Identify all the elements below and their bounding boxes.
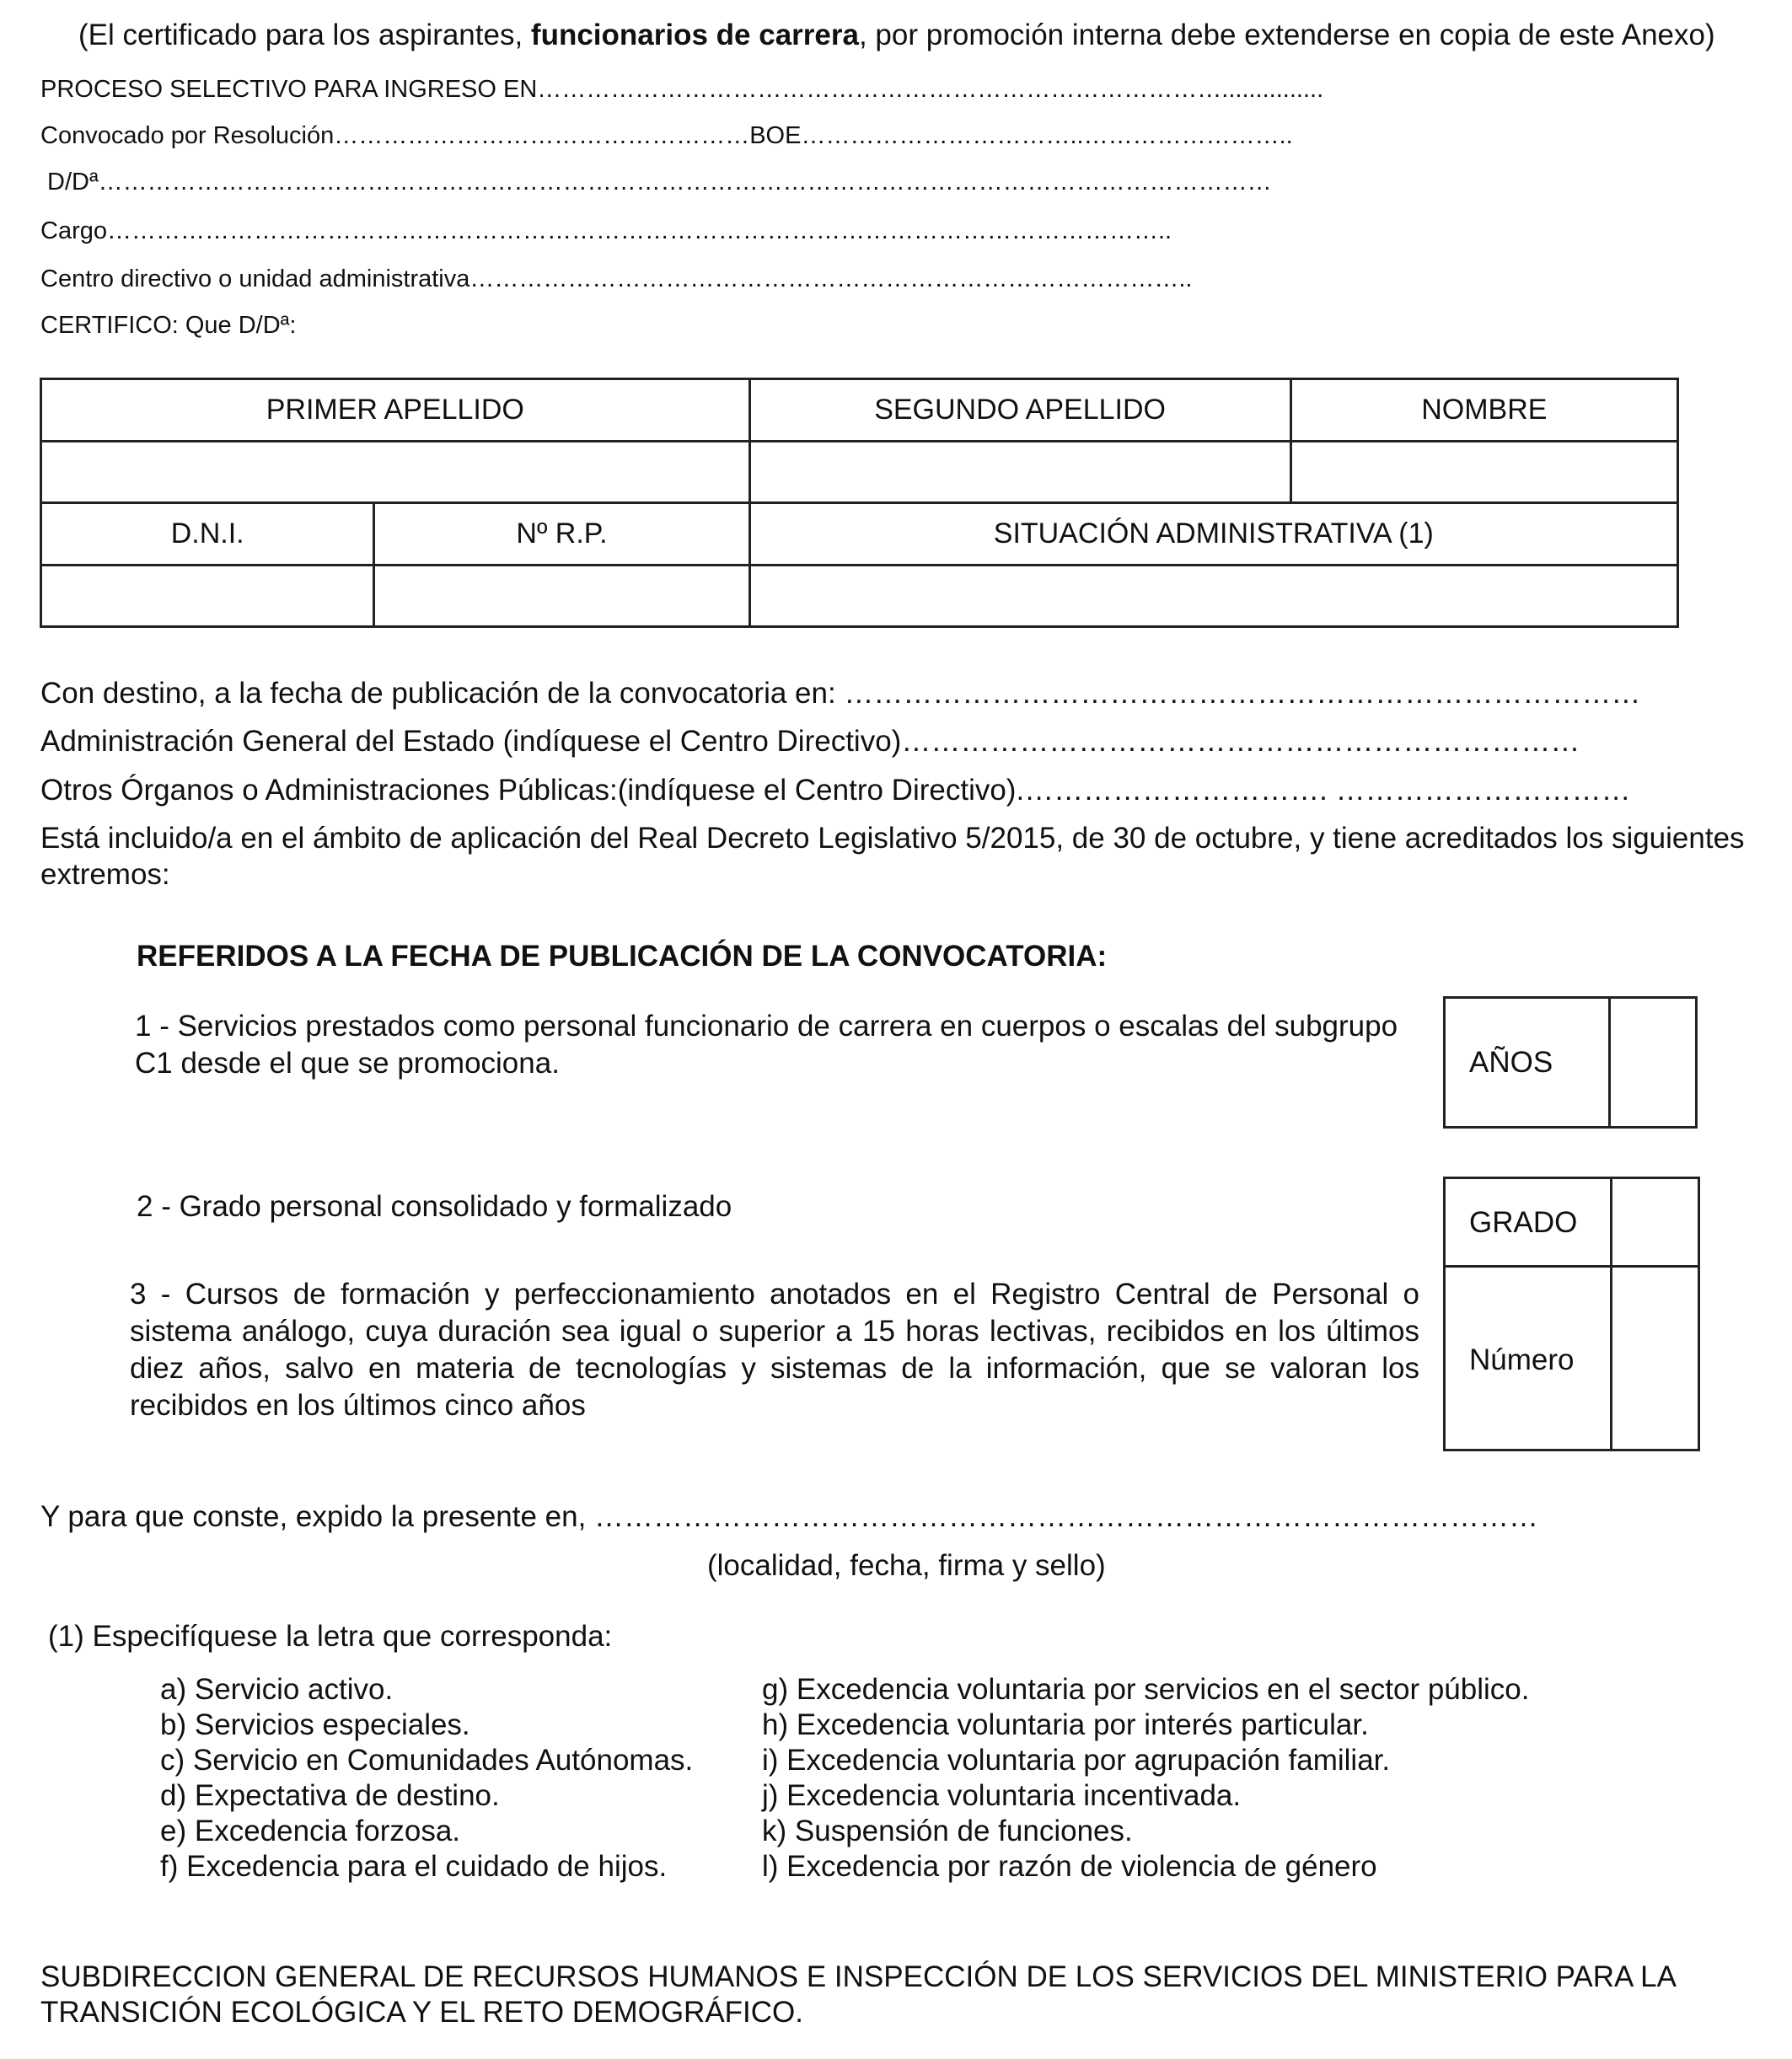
conste-sub: (localidad, fecha, firma y sello)	[707, 1549, 1106, 1582]
proceso-field[interactable]: PROCESO SELECTIVO PARA INGRESO EN…………………………………………………………………………...............	[40, 76, 1324, 103]
segundo-apellido-header: SEGUNDO APELLIDO	[749, 379, 1290, 442]
intro-after: , por promoción interna debe extenderse en copia de este Anexo)	[858, 19, 1715, 51]
footer-issuer	[40, 1960, 1677, 2030]
note-item: a) Servicio activo.	[160, 1673, 394, 1706]
note-item: j) Excedencia voluntaria incentivada.	[762, 1779, 1242, 1812]
anos-divider	[1608, 999, 1611, 1126]
primer-apellido-header: PRIMER APELLIDO	[41, 379, 750, 442]
note-item: b) Servicios especiales.	[160, 1708, 470, 1741]
destino-line-5: extremos:	[40, 858, 170, 891]
nombre-header: NOMBRE	[1290, 379, 1677, 442]
anos-label: AÑOS	[1469, 1046, 1553, 1079]
grado-numero-divider	[1610, 1179, 1612, 1449]
intro-before: (El certificado para los aspirantes,	[78, 19, 531, 51]
item1-line2: C1 desde el que se promociona.	[135, 1047, 560, 1080]
destino-line-4: Está incluido/a en el ámbito de aplicación del Real Decreto Legislativo 5/2015, de 30 de octubre, y tiene acreditados los siguientes	[40, 822, 1745, 855]
note-item: l) Excedencia por razón de violencia de género	[762, 1850, 1377, 1883]
intro-note	[78, 19, 1715, 52]
certifico-label: CERTIFICO: Que D/Dª:	[40, 312, 297, 339]
dda-field[interactable]: D/Dª………………………………………………………………………………………………………………………………	[47, 169, 1272, 196]
cargo-field[interactable]: Cargo…………………………………………………………………………………………………………………..	[40, 217, 1172, 244]
note-item: e) Excedencia forzosa.	[160, 1815, 461, 1847]
personal-data-table	[40, 378, 1679, 628]
note-item: k) Suspensión de funciones.	[762, 1815, 1133, 1847]
note-item: d) Expectativa de destino.	[160, 1779, 500, 1812]
destino-line-3[interactable]: Otros Órganos o Administraciones Públicas:(indíquese el Centro Directivo).…………………………. …………………………	[40, 774, 1631, 807]
nrp-cell[interactable]	[374, 566, 749, 627]
destino-line-1[interactable]: Con destino, a la fecha de publicación de la convocatoria en: ………………………………………………………………………	[40, 677, 1641, 710]
note-item: c) Servicio en Comunidades Autónomas.	[160, 1744, 694, 1777]
anos-box	[1443, 996, 1698, 1129]
situacion-cell[interactable]	[749, 566, 1677, 627]
nombre-cell[interactable]	[1290, 442, 1677, 503]
primer-apellido-cell[interactable]	[41, 442, 750, 503]
convocado-field[interactable]: Convocado por Resolución……………………………………………BOE……………………………..……………………..	[40, 122, 1293, 149]
referidos-heading: REFERIDOS A LA FECHA DE PUBLICACIÓN DE LA CONVOCATORIA:	[137, 940, 1108, 973]
destino-line-2[interactable]: Administración General del Estado (indíquese el Centro Directivo)……………………………………………………………	[40, 725, 1580, 758]
footer-line-2: TRANSICIÓN ECOLÓGICA Y EL RETO DEMOGRÁFICO.	[40, 1996, 803, 2029]
item1-line1: 1 - Servicios prestados como personal funcionario de carrera en cuerpos o escalas del subgrupo	[135, 1010, 1398, 1043]
dni-header: D.N.I.	[41, 503, 374, 566]
segundo-apellido-cell[interactable]	[749, 442, 1290, 503]
notes-right-list	[762, 1672, 1529, 1885]
notes-title: (1) Especifíquese la letra que corresponda:	[48, 1620, 613, 1653]
note-item: i) Excedencia voluntaria por agrupación familiar.	[762, 1744, 1391, 1777]
conste-line[interactable]: Y para que conste, expido la presente en, ……………………………………………………………………………………	[40, 1500, 1539, 1533]
numero-label: Número	[1469, 1343, 1575, 1376]
note-item: h) Excedencia voluntaria por interés particular.	[762, 1708, 1369, 1741]
note-item: f) Excedencia para el cuidado de hijos.	[160, 1850, 668, 1883]
grado-numero-hdivider	[1446, 1265, 1698, 1268]
note-item: g) Excedencia voluntaria por servicios en el sector público.	[762, 1673, 1530, 1706]
nrp-header: Nº R.P.	[374, 503, 749, 566]
situacion-header: SITUACIÓN ADMINISTRATIVA (1)	[749, 503, 1677, 566]
footer-line-1: SUBDIRECCION GENERAL DE RECURSOS HUMANOS E INSPECCIÓN DE LOS SERVICIOS DEL MINISTERIO PARA LA	[40, 1960, 1677, 1993]
grado-numero-box	[1443, 1177, 1700, 1451]
intro-bold: funcionarios de carrera	[530, 19, 859, 51]
centro-field[interactable]: Centro directivo o unidad administrativa……………………………………………………………………………..	[40, 265, 1193, 292]
grado-label: GRADO	[1469, 1206, 1578, 1239]
item3-text: 3 - Cursos de formación y perfeccionamiento anotados en el Registro Central de Personal o sistema análogo, cuya duración sea igual o superior a 15 horas lectivas, recibidos en los últimos diez años, salvo en materia de tecnologías y sistemas de la información, que se valoran los recibidos en los últimos cinco años	[130, 1278, 1419, 1422]
item2-text: 2 - Grado personal consolidado y formalizado	[137, 1190, 732, 1223]
dni-cell[interactable]	[41, 566, 374, 627]
notes-left-list	[160, 1672, 693, 1885]
